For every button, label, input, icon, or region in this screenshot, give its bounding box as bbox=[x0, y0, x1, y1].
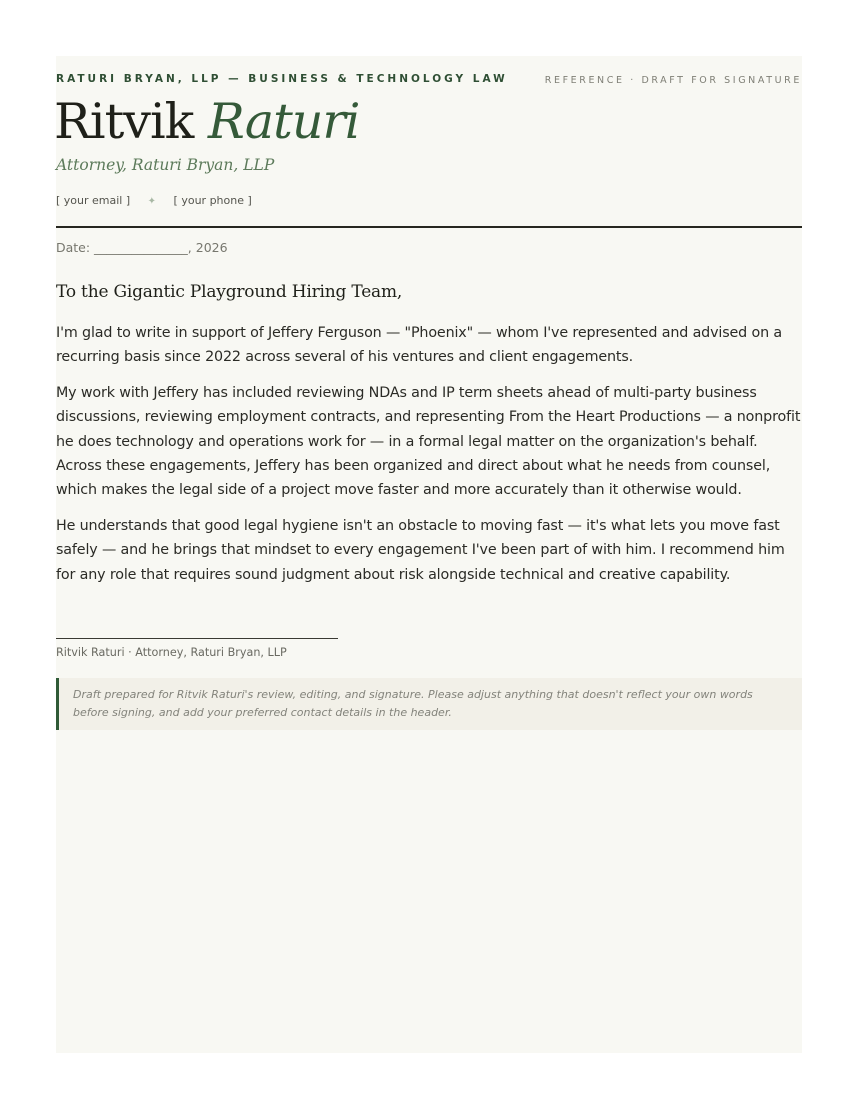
phone-placeholder: [ your phone ] bbox=[173, 194, 252, 207]
contact-line bbox=[56, 194, 252, 207]
body-paragraph: He understands that good legal hygiene isn't an obstacle to moving fast — it's what lets you move fast safely — and he brings that mindset to every engagement I've been part of with him. I recommend him for any role that requires sound judgment about risk alongside technical and creative capability. bbox=[56, 517, 785, 583]
author-name bbox=[54, 94, 359, 150]
draft-note: Draft prepared for Ritvik Raturi's review, editing, and signature. Please adjust anything that doesn't reflect your own words before signing, and add your preferred contact details in the header. bbox=[56, 678, 802, 730]
body-paragraph: I'm glad to write in support of Jeffery Ferguson — "Phoenix" — whom I've represented and advised on a recurring basis since 2022 across several of his ventures and client engagements. bbox=[56, 325, 783, 366]
sparkle-separator-icon: ✦ bbox=[147, 196, 157, 207]
letter-date: Date: _______________, 2026 bbox=[56, 240, 228, 255]
author-first-name: Ritvik bbox=[54, 93, 194, 150]
signature-line bbox=[56, 638, 338, 639]
header-divider bbox=[56, 226, 802, 228]
letter-page bbox=[56, 56, 802, 1053]
email-placeholder: [ your email ] bbox=[56, 194, 131, 207]
body-paragraph: My work with Jeffery has included reviewing NDAs and IP term sheets ahead of multi-party business discussions, reviewing employment contracts, and representing From the Heart Productions — a nonprofit he does technology and operations work for — in a formal legal matter on the organization's behalf. Across these engagements, Jeffery has been organized and direct about what he needs from counsel, which makes the legal side of a project move faster and more accurately than it otherwise would. bbox=[56, 384, 801, 499]
author-last-name: Raturi bbox=[207, 93, 360, 150]
salutation: To the Gigantic Playground Hiring Team, bbox=[56, 282, 403, 302]
author-title: Attorney, Raturi Bryan, LLP bbox=[56, 156, 275, 174]
reference-label: REFERENCE · DRAFT FOR SIGNATURE bbox=[544, 75, 802, 86]
letter-body bbox=[56, 321, 804, 598]
signature-caption: Ritvik Raturi · Attorney, Raturi Bryan, LLP bbox=[56, 646, 287, 659]
firm-line: RATURI BRYAN, LLP — BUSINESS & TECHNOLOGY LAW bbox=[56, 73, 508, 85]
